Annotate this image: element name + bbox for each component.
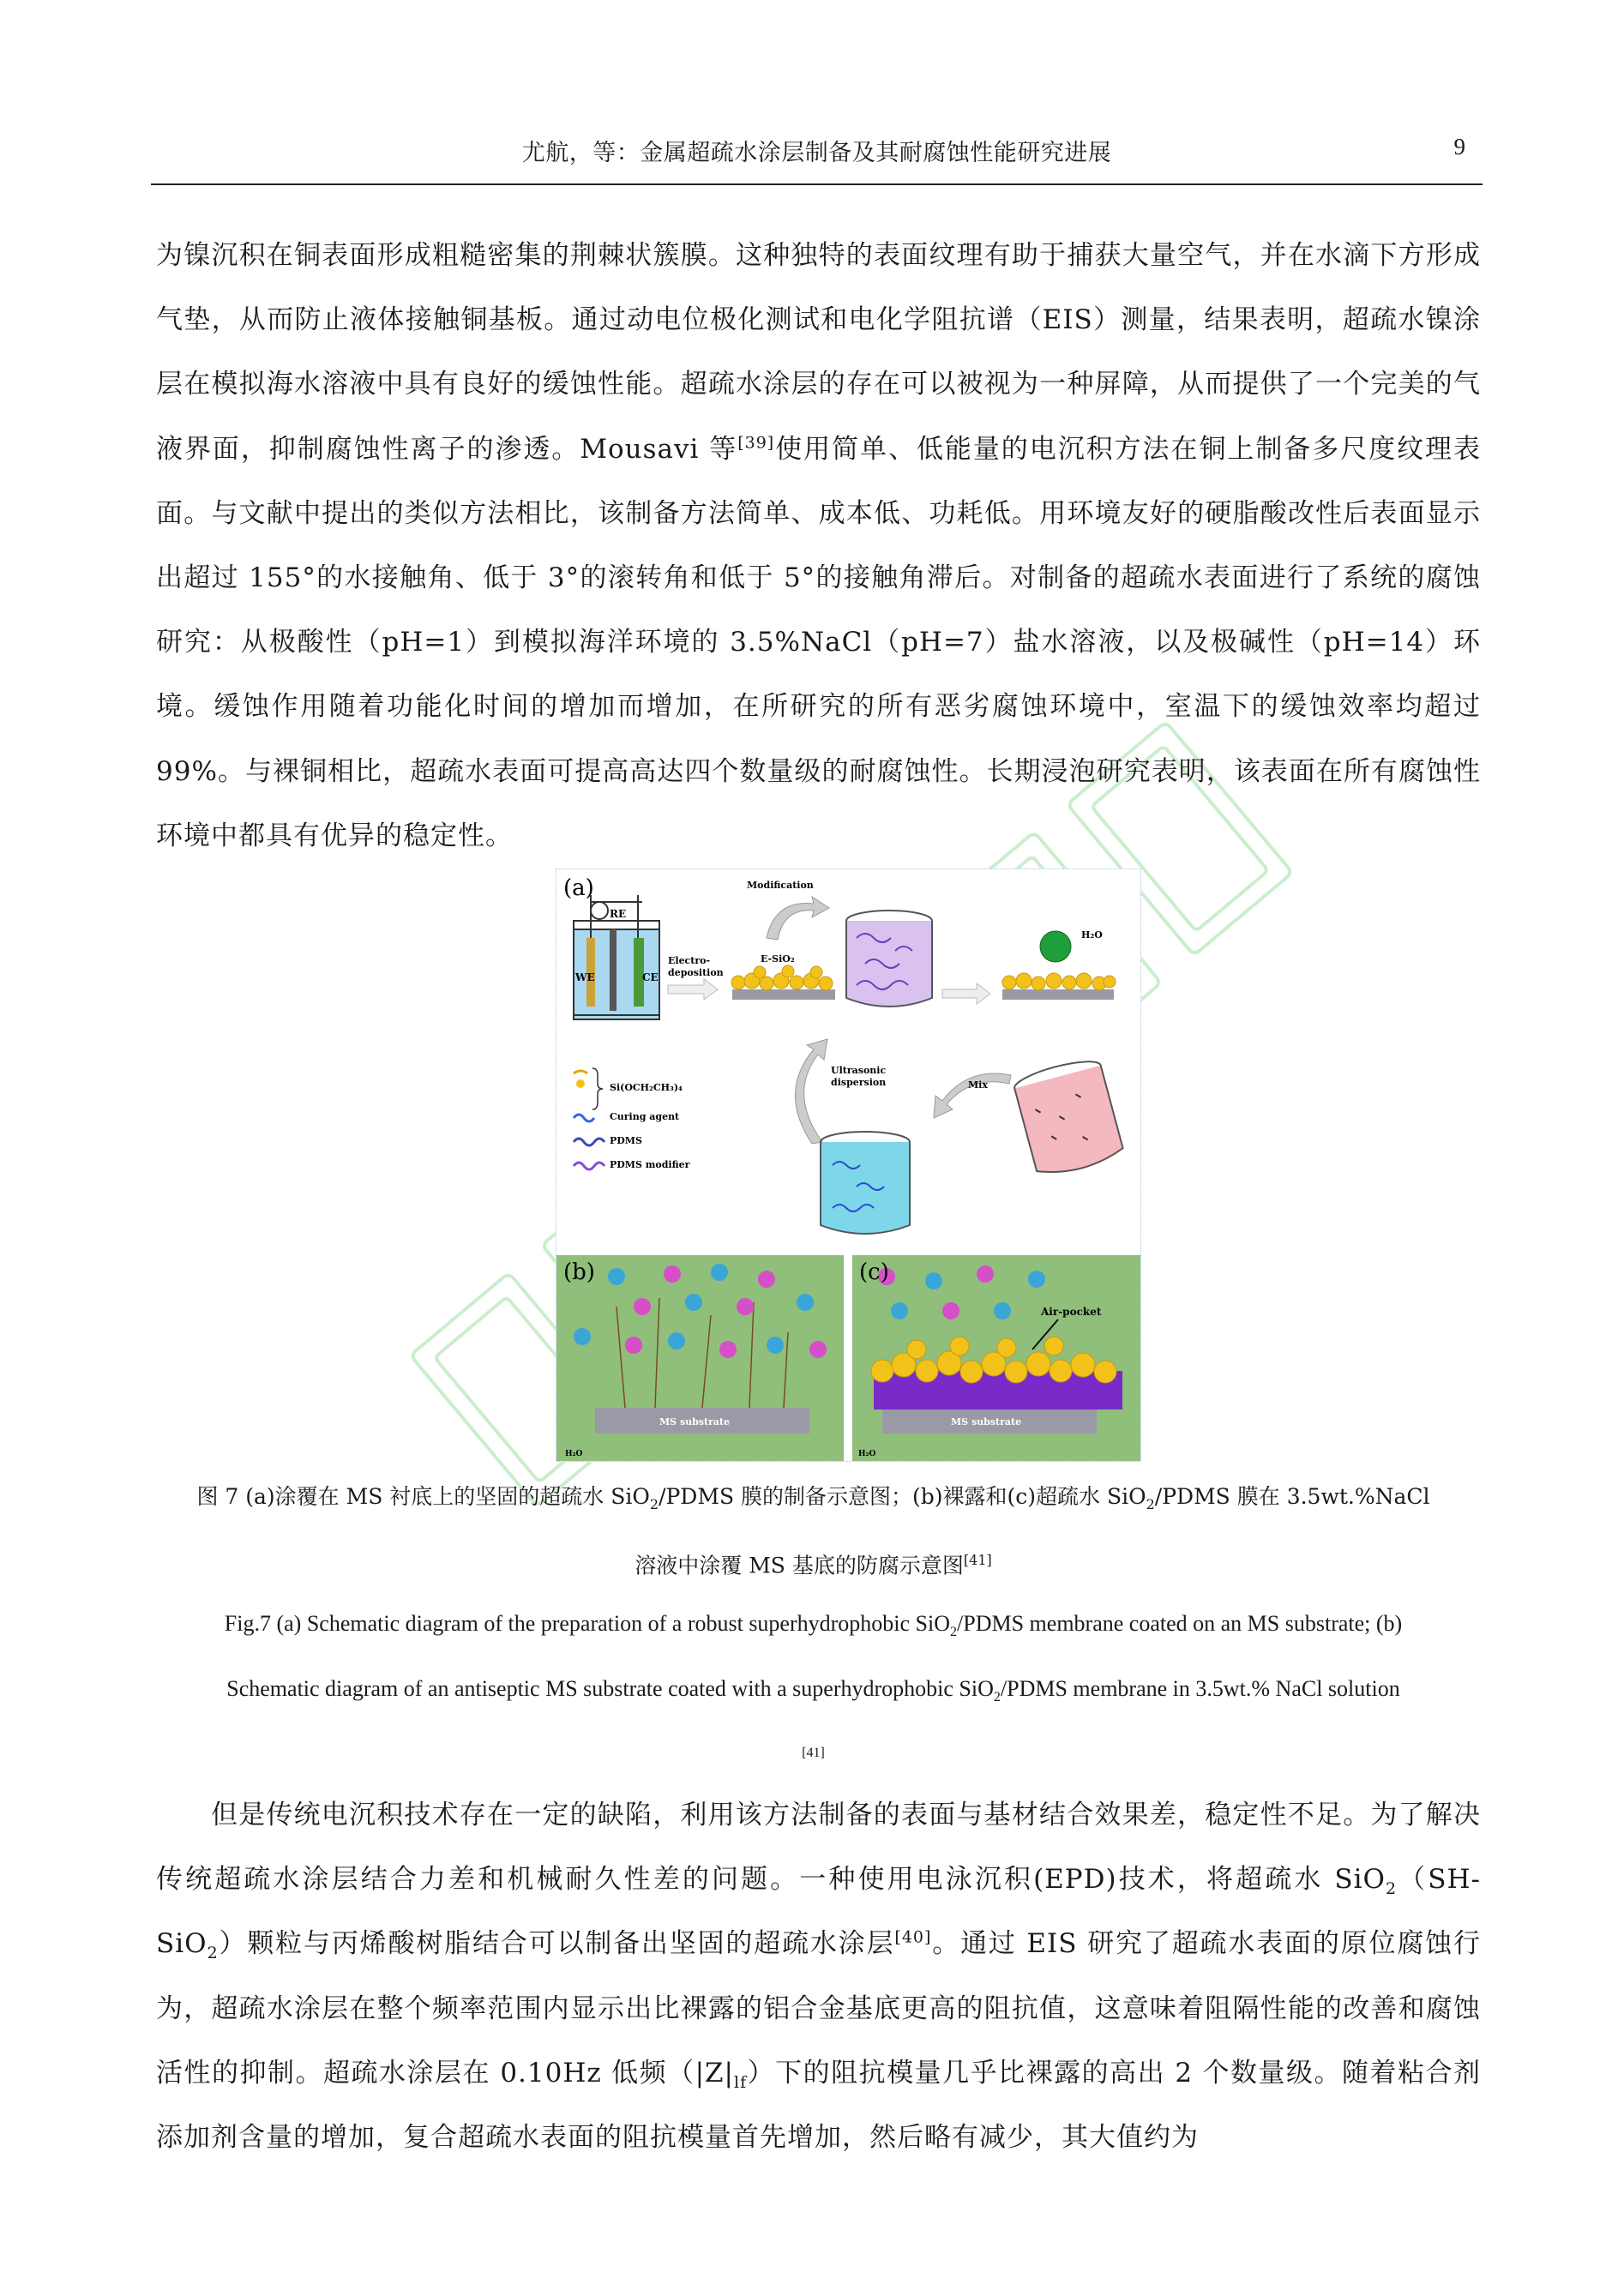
sio2-particles-icon xyxy=(1002,973,1116,990)
mix-label: Mix xyxy=(968,1079,988,1091)
text-line: 缓蚀效率均超过 99%。与裸铜相比，超疏水表面可提高高达四个数量级的耐腐蚀性。长期浸泡研究表明， xyxy=(156,691,1481,787)
text-line: 疏水镍涂层在模拟海水溶液中具有良好的缓蚀性能。超疏水涂层的存在可以被视为一种屏障，从而提供了 xyxy=(156,304,1481,400)
arrow-icon xyxy=(668,979,718,1000)
text-line: 使用简单、低能量的电沉积方法在铜上制备 xyxy=(774,433,1313,465)
caption-text: /PDMS 膜的制备示意图；(b)裸露和(c)超疏水 SiO xyxy=(659,1484,1146,1509)
figure-caption-zh-line2 xyxy=(151,1543,1476,1583)
water-droplet-icon xyxy=(1040,931,1071,962)
h2o-small-label: H₂O xyxy=(858,1450,876,1458)
citation: [41] xyxy=(963,1552,992,1568)
legend-pdms-label: PDMS xyxy=(610,1135,642,1146)
modification-label: Modification xyxy=(747,880,814,891)
sio2-particles-icon xyxy=(731,965,833,990)
citation: [40] xyxy=(894,1928,932,1948)
esio2-label: E-SiO₂ xyxy=(761,953,795,965)
substrate-bar xyxy=(732,989,835,1000)
figure-7-schematic xyxy=(556,869,1140,1461)
figure-caption-en-line1 xyxy=(151,1607,1476,1650)
air-pocket-label: Air-pocket xyxy=(1041,1306,1102,1318)
header-title: 尤航，等：金属超疏水涂层制备及其耐腐蚀性能研究进展 xyxy=(521,140,1112,166)
legend-modifier-label: PDMS modifier xyxy=(610,1159,690,1170)
electro-label-2: deposition xyxy=(668,967,724,978)
beaker-blue-icon xyxy=(821,1132,910,1234)
ms-substrate-label: MS substrate xyxy=(659,1416,731,1427)
caption-text: /PDMS membrane in 3.5wt.% NaCl solution xyxy=(1000,1676,1400,1701)
citation: [39] xyxy=(737,433,775,453)
text-line: 酸改性后表面显示出超过 155°的水接触角、低于 3°的滚转角和低于 5°的接触角滞后。对制备的超疏水表 xyxy=(156,497,1481,594)
text-line: 腐蚀行为，超疏水涂层在整个频率范围内显示出比裸露的铝合金基底更高的阻抗值，这意味着阻隔性能的 xyxy=(156,1928,1482,2024)
beaker-pink-icon xyxy=(1012,1055,1125,1180)
ultrasonic-label-2: dispersion xyxy=(831,1077,887,1088)
text-line: 。通过 EIS 研究了超疏水表面的原位 xyxy=(931,1928,1398,1960)
body-paragraph-1 xyxy=(156,224,1481,869)
subscript: 2 xyxy=(207,1944,219,1963)
caption-text: Fig.7 (a) Schematic diagram of the preparation of a robust superhydrophobic SiO xyxy=(224,1611,951,1636)
text-line: 面进行了系统的腐蚀研究：从极酸性（pH=1）到模拟海洋环境的 3.5%NaCl（pH=7）盐水溶液，以及极碱 xyxy=(156,562,1481,658)
legend-curing-label: Curing agent xyxy=(610,1111,680,1122)
text-line: ）下的阻抗模量几乎比裸露的高出 2 个数量级。 xyxy=(747,2057,1342,2089)
text-line: 但是传统电沉积技术存在一定的缺陷，利用该方法制备的表面与基材结合效果差，稳定性不足。为了 xyxy=(211,1800,1426,1830)
h2o-small-label: H₂O xyxy=(565,1450,583,1458)
text-line: 为镍沉积在铜表面形成粗糙密集的荆棘状簇膜。这种独特的表面纹理有助于捕获大量空气，并在水滴下方 xyxy=(156,240,1426,271)
ms-substrate-label: MS substrate xyxy=(951,1416,1022,1427)
text-line: 随着粘合剂添加剂含量的增加，复合超疏水表面的阻抗模量首先增加，然后略有减少，其大值约为 xyxy=(156,2057,1481,2154)
curved-arrow-icon xyxy=(767,897,829,940)
subscript: 2 xyxy=(1385,1879,1398,1899)
substrate-bar xyxy=(1002,989,1114,1000)
page-number: 9 xyxy=(1453,134,1465,159)
text-line: （SH-SiO xyxy=(156,1864,1481,1960)
ultrasonic-label-1: Ultrasonic xyxy=(831,1065,887,1076)
panel-c xyxy=(852,1255,1140,1461)
subscript: lf xyxy=(734,2073,748,2092)
caption-text: 溶液中涂覆 MS 基底的防腐示意图 xyxy=(635,1553,964,1578)
arrow-icon xyxy=(942,983,990,1004)
text-line: 形成气垫，从而防止液体接触铜基板。通过动电位极化测试和电化学阻抗谱（EIS）测量，结果表明，超 xyxy=(156,240,1482,336)
caption-text: /PDMS 膜在 3.5wt.%NaCl xyxy=(1154,1484,1430,1509)
subscript: 2 xyxy=(649,1496,659,1512)
h2o-label: H₂O xyxy=(1081,929,1103,941)
figure-7 xyxy=(556,869,1141,1462)
legend-sioch-label: Si(OCH₂CH₃)₄ xyxy=(610,1082,683,1093)
running-header xyxy=(151,127,1483,185)
legend xyxy=(574,1068,604,1169)
text-line: 性（pH=14）环境。缓蚀作用随着功能化时间的增加而增加，在所研究的所有恶劣腐蚀环境中，室温下的 xyxy=(156,627,1481,723)
subscript: 2 xyxy=(1146,1496,1155,1512)
figure-caption-en-line2 xyxy=(151,1672,1476,1715)
text-line: 该表面在所有腐蚀性环境中都具有优异的稳定性。 xyxy=(156,755,1482,851)
we-label: WE xyxy=(575,971,595,983)
electro-label-1: Electro- xyxy=(668,955,711,966)
panel-b-label: (b) xyxy=(563,1259,595,1285)
text-line: 解决传统超疏水涂层结合力差和机械耐久性差的问题。一种使用电泳沉积(EPD)技术，将超疏水 SiO xyxy=(156,1800,1481,1896)
caption-text: /PDMS membrane coated on an MS substrate; (b) xyxy=(957,1611,1403,1636)
panel-b xyxy=(556,1255,844,1461)
text-line: 一个完美的气液界面，抑制腐蚀性离子的渗透。Mousavi 等 xyxy=(156,369,1482,465)
subscript: 2 xyxy=(993,1690,1001,1705)
caption-text: 图 7 (a)涂覆在 MS 衬底上的坚固的超疏水 SiO xyxy=(196,1484,650,1509)
ce-label: CE xyxy=(642,971,659,983)
figure-caption-en-ref: [41] xyxy=(802,1746,825,1760)
figure-caption-zh-line1 xyxy=(151,1480,1476,1522)
beaker-purple-icon xyxy=(846,911,932,1007)
text-line: 多尺度纹理表面。与文献中提出的类似方法相比，该制备方法简单、成本低、功耗低。用环境友好的硬脂 xyxy=(156,433,1482,529)
caption-text: Schematic diagram of an antiseptic MS substrate coated with a superhydrophobic SiO xyxy=(226,1676,994,1701)
panel-c-label: (c) xyxy=(859,1259,889,1285)
panel-a-label: (a) xyxy=(563,875,594,901)
text-line: ）颗粒与丙烯酸树脂结合可以制备出坚固的超疏水涂层 xyxy=(218,1928,895,1960)
subscript: 2 xyxy=(950,1625,958,1640)
text-line: 改善和腐蚀活性的抑制。超疏水涂层在 0.10Hz 低频（|Z| xyxy=(156,1992,1482,2089)
re-label: RE xyxy=(610,908,627,920)
body-paragraph-2 xyxy=(156,1783,1481,2170)
curved-arrow-icon xyxy=(795,1039,827,1144)
